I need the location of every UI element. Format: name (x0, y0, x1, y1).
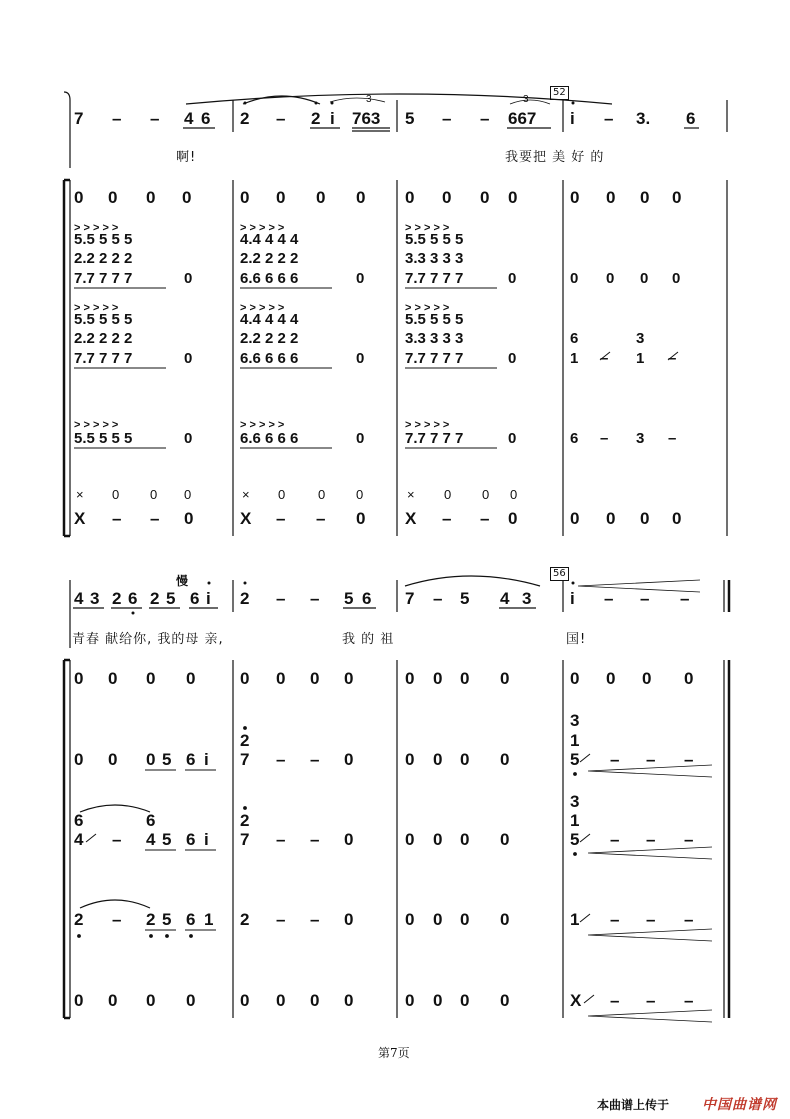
svg-text:0: 0 (433, 991, 443, 1010)
svg-text:0: 0 (640, 509, 650, 528)
svg-text:1: 1 (570, 811, 580, 830)
svg-text:2: 2 (240, 731, 250, 750)
svg-text:0: 0 (184, 350, 193, 367)
svg-text:–: – (276, 589, 286, 608)
svg-text:4.4 4 4 4: 4.4 4 4 4 (240, 311, 299, 328)
svg-text:–: – (604, 109, 614, 128)
svg-text:6: 6 (570, 430, 579, 447)
svg-text:4: 4 (500, 589, 510, 608)
svg-text:3.3 3 3 3: 3.3 3 3 3 (405, 250, 464, 267)
svg-text:–: – (433, 589, 443, 608)
svg-text:5: 5 (460, 589, 470, 608)
svg-text:7.7 7 7 7: 7.7 7 7 7 (405, 430, 464, 447)
svg-text:1: 1 (570, 731, 580, 750)
svg-text:–: – (684, 750, 694, 769)
system2-melody (73, 582, 689, 615)
svg-text:–: – (640, 589, 650, 608)
svg-text:–: – (646, 750, 656, 769)
svg-text:0: 0 (672, 509, 682, 528)
svg-text:> > > > >: > > > > > (405, 419, 450, 431)
svg-text:0: 0 (74, 991, 84, 1010)
lyric-line-1a: 啊! (176, 150, 197, 165)
svg-text:6: 6 (128, 589, 138, 608)
svg-text:–: – (610, 991, 620, 1010)
svg-text:–: – (112, 509, 122, 528)
svg-text:0: 0 (570, 188, 580, 207)
svg-text:0: 0 (640, 270, 649, 287)
svg-text:0: 0 (640, 188, 650, 207)
svg-text:1: 1 (636, 350, 645, 367)
svg-text:4: 4 (74, 589, 84, 608)
svg-text:3: 3 (636, 330, 645, 347)
svg-text:×: × (407, 487, 415, 502)
svg-text:–: – (684, 991, 694, 1010)
svg-text:i: i (570, 589, 575, 608)
svg-text:0: 0 (146, 188, 156, 207)
svg-text:X: X (570, 991, 582, 1010)
svg-text:–: – (646, 991, 656, 1010)
svg-text:0: 0 (500, 991, 510, 1010)
svg-text:0: 0 (182, 188, 192, 207)
svg-text:0: 0 (108, 669, 118, 688)
svg-text:667: 667 (508, 109, 537, 128)
svg-text:0: 0 (344, 910, 354, 929)
svg-text:0: 0 (276, 188, 286, 207)
svg-text:0: 0 (672, 270, 681, 287)
lyric-line-2a: 青春 献给你, 我的母 亲, (72, 632, 224, 647)
svg-text:0: 0 (405, 669, 415, 688)
svg-text:0: 0 (500, 910, 510, 929)
svg-text:–: – (610, 750, 620, 769)
svg-text:–: – (316, 509, 326, 528)
svg-text:–: – (442, 109, 452, 128)
svg-text:5: 5 (570, 750, 580, 769)
svg-text:0: 0 (672, 188, 682, 207)
svg-text:5: 5 (405, 109, 415, 128)
svg-text:6: 6 (186, 830, 196, 849)
svg-text:0: 0 (433, 910, 443, 929)
svg-text:0: 0 (146, 750, 156, 769)
svg-text:0: 0 (460, 910, 470, 929)
svg-text:> > > > >: > > > > > (74, 419, 119, 431)
svg-text:0: 0 (344, 750, 354, 769)
svg-text:0: 0 (570, 669, 580, 688)
svg-text:3.: 3. (636, 109, 651, 128)
svg-text:–: – (112, 830, 122, 849)
svg-text:0: 0 (344, 991, 354, 1010)
svg-text:4: 4 (146, 830, 156, 849)
svg-text:5: 5 (162, 830, 172, 849)
svg-text:0: 0 (500, 750, 510, 769)
svg-text:–: – (610, 910, 620, 929)
svg-text:6: 6 (186, 910, 196, 929)
svg-text:5: 5 (162, 910, 172, 929)
svg-text:–: – (310, 910, 320, 929)
svg-text:6: 6 (146, 811, 156, 830)
percussion-row-2 (74, 509, 681, 528)
svg-text:6.6 6 6 6: 6.6 6 6 6 (240, 270, 299, 287)
svg-text:i: i (204, 750, 209, 769)
svg-text:1: 1 (570, 910, 580, 929)
svg-text:6.6 6 6 6: 6.6 6 6 6 (240, 350, 299, 367)
svg-text:0: 0 (184, 430, 193, 447)
svg-text:–: – (310, 589, 320, 608)
svg-text:–: – (480, 109, 490, 128)
svg-text:6: 6 (686, 109, 696, 128)
svg-text:0: 0 (344, 830, 354, 849)
svg-text:3: 3 (570, 711, 580, 730)
staff-row-rests (74, 188, 681, 207)
svg-text:5.5 5 5 5: 5.5 5 5 5 (74, 231, 133, 248)
svg-text:–: – (112, 910, 122, 929)
svg-text:0: 0 (276, 991, 286, 1010)
svg-text:0: 0 (570, 509, 580, 528)
svg-text:0: 0 (606, 669, 616, 688)
svg-text:–: – (442, 509, 452, 528)
svg-text:0: 0 (278, 487, 286, 502)
svg-text:3: 3 (366, 94, 372, 105)
svg-text:–: – (150, 509, 160, 528)
svg-text:7.7 7 7 7: 7.7 7 7 7 (74, 270, 133, 287)
svg-text:5.5 5 5 5: 5.5 5 5 5 (74, 311, 133, 328)
svg-text:0: 0 (433, 750, 443, 769)
svg-text:6: 6 (570, 330, 579, 347)
svg-text:0: 0 (606, 270, 615, 287)
svg-text:0: 0 (606, 188, 616, 207)
svg-text:–: – (276, 750, 286, 769)
svg-text:–: – (276, 910, 286, 929)
svg-text:0: 0 (508, 430, 517, 447)
svg-text:0: 0 (356, 188, 366, 207)
percussion-row (76, 487, 517, 502)
svg-text:–: – (604, 589, 614, 608)
svg-text:4: 4 (184, 109, 194, 128)
svg-text:6: 6 (74, 811, 84, 830)
svg-text:–: – (646, 830, 656, 849)
svg-text:0: 0 (310, 669, 320, 688)
svg-text:0: 0 (405, 991, 415, 1010)
system1-barlines (64, 92, 727, 536)
svg-text:763: 763 (352, 109, 381, 128)
svg-text:6: 6 (201, 109, 211, 128)
svg-text:–: – (680, 589, 690, 608)
measure-number-box: 56 (550, 567, 569, 581)
svg-text:0: 0 (344, 669, 354, 688)
svg-text:2: 2 (112, 589, 122, 608)
svg-text:–: – (668, 350, 677, 367)
svg-text:0: 0 (500, 669, 510, 688)
svg-text:1: 1 (570, 350, 579, 367)
svg-text:4: 4 (74, 830, 84, 849)
svg-text:2: 2 (146, 910, 156, 929)
svg-text:0: 0 (276, 669, 286, 688)
lyric-line-2c: 国! (566, 632, 587, 647)
svg-text:2: 2 (240, 109, 250, 128)
svg-text:2.2 2 2 2: 2.2 2 2 2 (74, 250, 133, 267)
lyric-line-1b: 我要把 美 好 的 (505, 150, 605, 165)
svg-text:0: 0 (405, 910, 415, 929)
svg-text:–: – (684, 910, 694, 929)
svg-text:7.7 7 7 7: 7.7 7 7 7 (405, 350, 464, 367)
svg-text:0: 0 (405, 188, 415, 207)
svg-text:0: 0 (508, 270, 517, 287)
svg-text:0: 0 (240, 991, 250, 1010)
svg-text:0: 0 (444, 487, 452, 502)
svg-text:×: × (242, 487, 250, 502)
svg-text:i: i (330, 109, 335, 128)
svg-text:0: 0 (112, 487, 120, 502)
svg-text:7: 7 (240, 830, 250, 849)
staff-chords (74, 231, 680, 447)
svg-text:0: 0 (433, 830, 443, 849)
svg-text:2: 2 (240, 811, 250, 830)
svg-text:–: – (276, 830, 286, 849)
svg-text:0: 0 (508, 188, 518, 207)
svg-text:0: 0 (460, 669, 470, 688)
svg-text:0: 0 (108, 991, 118, 1010)
svg-text:0: 0 (460, 750, 470, 769)
svg-text:0: 0 (74, 188, 84, 207)
svg-text:3: 3 (523, 94, 529, 105)
svg-text:5.5 5 5 5: 5.5 5 5 5 (405, 311, 464, 328)
svg-text:6.6 6 6 6: 6.6 6 6 6 (240, 430, 299, 447)
svg-text:–: – (668, 430, 677, 447)
svg-text:0: 0 (184, 487, 192, 502)
svg-text:0: 0 (186, 991, 196, 1010)
svg-text:1: 1 (204, 910, 214, 929)
svg-text:0: 0 (146, 991, 156, 1010)
svg-text:2: 2 (150, 589, 160, 608)
svg-text:2: 2 (74, 910, 84, 929)
svg-text:–: – (276, 109, 286, 128)
tempo-mark: 慢 (176, 574, 189, 588)
svg-text:–: – (310, 750, 320, 769)
svg-text:0: 0 (310, 991, 320, 1010)
svg-text:5.5 5 5 5: 5.5 5 5 5 (405, 231, 464, 248)
page-number: 第7页 (378, 1046, 410, 1060)
measure-number-box: 52 (550, 86, 569, 100)
svg-text:0: 0 (482, 487, 490, 502)
svg-text:7.7 7 7 7: 7.7 7 7 7 (74, 350, 133, 367)
svg-text:2: 2 (240, 589, 250, 608)
svg-text:> > > > >: > > > > > (240, 302, 285, 314)
svg-text:5.5 5 5 5: 5.5 5 5 5 (74, 430, 133, 447)
svg-text:2.2 2 2 2: 2.2 2 2 2 (74, 330, 133, 347)
svg-text:0: 0 (642, 669, 652, 688)
svg-text:0: 0 (356, 509, 366, 528)
svg-text:> > > > >: > > > > > (240, 222, 285, 234)
svg-text:0: 0 (356, 350, 365, 367)
svg-text:0: 0 (405, 750, 415, 769)
svg-text:0: 0 (184, 270, 193, 287)
svg-text:2.2 2 2 2: 2.2 2 2 2 (240, 330, 299, 347)
svg-text:0: 0 (74, 750, 84, 769)
svg-text:0: 0 (570, 270, 579, 287)
svg-text:0: 0 (356, 270, 365, 287)
svg-text:2.2 2 2 2: 2.2 2 2 2 (240, 250, 299, 267)
svg-text:0: 0 (500, 830, 510, 849)
svg-text:6: 6 (190, 589, 200, 608)
svg-text:0: 0 (356, 487, 364, 502)
svg-text:i: i (204, 830, 209, 849)
svg-text:7: 7 (405, 589, 415, 608)
svg-text:–: – (646, 910, 656, 929)
svg-text:0: 0 (74, 669, 84, 688)
svg-text:0: 0 (433, 669, 443, 688)
svg-text:0: 0 (606, 509, 616, 528)
system2-barlines (64, 576, 729, 1022)
svg-text:6: 6 (362, 589, 372, 608)
svg-text:X: X (240, 509, 252, 528)
svg-text:0: 0 (240, 188, 250, 207)
svg-text:–: – (480, 509, 490, 528)
svg-text:0: 0 (108, 750, 118, 769)
svg-text:7: 7 (74, 109, 84, 128)
svg-text:0: 0 (150, 487, 158, 502)
svg-text:X: X (74, 509, 86, 528)
svg-text:–: – (610, 830, 620, 849)
svg-text:0: 0 (316, 188, 326, 207)
svg-text:–: – (600, 350, 609, 367)
svg-text:0: 0 (318, 487, 326, 502)
svg-text:5: 5 (344, 589, 354, 608)
svg-text:3.3 3 3 3: 3.3 3 3 3 (405, 330, 464, 347)
svg-text:> > > > >: > > > > > (405, 302, 450, 314)
svg-text:0: 0 (146, 669, 156, 688)
svg-text:–: – (112, 109, 122, 128)
svg-text:2: 2 (240, 910, 250, 929)
svg-text:7.7 7 7 7: 7.7 7 7 7 (405, 270, 464, 287)
svg-text:3: 3 (570, 792, 580, 811)
svg-text:0: 0 (186, 669, 196, 688)
svg-text:0: 0 (510, 487, 518, 502)
svg-text:0: 0 (460, 991, 470, 1010)
svg-text:i: i (570, 109, 575, 128)
svg-text:0: 0 (405, 830, 415, 849)
svg-text:6: 6 (186, 750, 196, 769)
svg-text:0: 0 (108, 188, 118, 207)
lyric-line-2b: 我 的 祖 (342, 632, 395, 647)
svg-text:> > > > >: > > > > > (405, 222, 450, 234)
svg-text:0: 0 (184, 509, 194, 528)
beams (74, 288, 678, 448)
svg-text:–: – (600, 430, 609, 447)
svg-text:X: X (405, 509, 417, 528)
svg-text:> > > > >: > > > > > (74, 302, 119, 314)
system2-staves (74, 669, 693, 1010)
svg-text:5: 5 (570, 830, 580, 849)
svg-text:0: 0 (508, 509, 518, 528)
svg-text:5: 5 (162, 750, 172, 769)
svg-text:0: 0 (356, 430, 365, 447)
svg-text:0: 0 (480, 188, 490, 207)
svg-text:> > > > >: > > > > > (240, 419, 285, 431)
svg-text:0: 0 (684, 669, 694, 688)
system1-melody (74, 94, 699, 131)
svg-text:3: 3 (636, 430, 645, 447)
svg-text:0: 0 (460, 830, 470, 849)
svg-text:> > > > >: > > > > > (74, 222, 119, 234)
svg-text:5: 5 (166, 589, 176, 608)
svg-text:0: 0 (508, 350, 517, 367)
site-logo: 中国曲谱网 (702, 1097, 777, 1113)
svg-text:3: 3 (522, 589, 532, 608)
upload-notice: 本曲谱上传于 (597, 1098, 670, 1112)
svg-text:–: – (684, 830, 694, 849)
svg-text:–: – (276, 509, 286, 528)
svg-text:3: 3 (90, 589, 100, 608)
svg-text:2: 2 (311, 109, 321, 128)
svg-text:–: – (150, 109, 160, 128)
svg-text:×: × (76, 487, 84, 502)
svg-text:i: i (206, 589, 211, 608)
svg-text:0: 0 (240, 669, 250, 688)
svg-text:0: 0 (442, 188, 452, 207)
svg-text:–: – (310, 830, 320, 849)
svg-text:4.4 4 4 4: 4.4 4 4 4 (240, 231, 299, 248)
svg-text:7: 7 (240, 750, 250, 769)
